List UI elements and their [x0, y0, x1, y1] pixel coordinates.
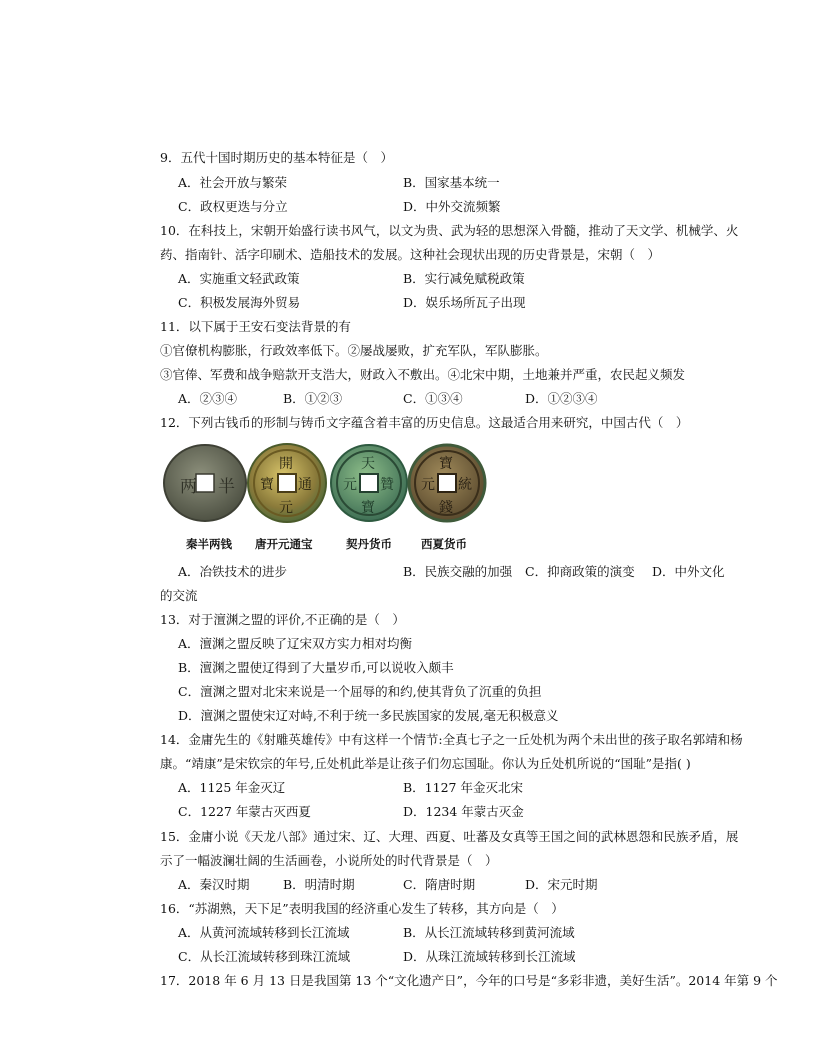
coin2-char-right: 通	[298, 477, 312, 493]
q9-option-c: C．政权更迭与分立	[178, 199, 288, 214]
coin-illustration	[160, 442, 490, 554]
q15-option-c: C．隋唐时期	[403, 877, 476, 892]
q16-option-c: C．从长江流域转移到珠江流域	[178, 949, 351, 964]
question-12-stem: 12．下列古钱币的形制与铸币文字蕴含着丰富的历史信息。这最适合用来研究，中国古代（ ）	[160, 415, 689, 430]
q12-option-d: D．中外文化	[652, 564, 725, 579]
q14-option-a: A．1125 年金灭辽	[178, 780, 286, 795]
q16-option-d: D．从珠江流域转移到长江流域	[403, 949, 576, 964]
coin3-char-right: 贊	[380, 477, 394, 493]
coin3-char-top: 天	[361, 456, 375, 472]
question-16-stem: 16．“苏湖熟，天下足”表明我国的经济重心发生了转移，其方向是（ ）	[160, 901, 564, 916]
coin2-char-top: 開	[279, 456, 293, 472]
q11-option-b: B．①②③	[283, 391, 343, 406]
q13-option-b: B．澶渊之盟使辽得到了大量岁币,可以说收入颇丰	[178, 660, 454, 675]
question-13-stem: 13．对于澶渊之盟的评价,不正确的是（ ）	[160, 612, 405, 627]
question-14-stem-line2: 康。“靖康”是宋钦宗的年号,丘处机此举是让孩子们勿忘国耻。你认为丘处机所说的“国耻”是指( )	[160, 756, 691, 771]
coin-caption-xixia: 西夏货币	[421, 537, 467, 551]
q11-option-c: C．①③④	[403, 391, 463, 406]
q12-option-c: C．抑商政策的演变	[525, 564, 635, 579]
question-15-stem-line1: 15．金庸小说《天龙八部》通过宋、辽、大理、西夏、吐蕃及女真等王国之间的武林恩怨和民族矛盾，展	[160, 829, 739, 844]
question-15-stem-line2: 示了一幅波澜壮阔的生活画卷，小说所处的时代背景是（ ）	[160, 853, 498, 868]
coin4-char-right: 統	[458, 477, 472, 493]
q10-option-a: A．实施重文轻武政策	[178, 271, 300, 286]
khitan-coin	[331, 445, 407, 521]
question-17-stem: 17．2018 年 6 月 13 日是我国第 13 个“文化遗产日”，今年的口号是“多彩非遗，美好生活”。2014 年第 9 个	[160, 973, 778, 988]
q14-option-b: B．1127 年金灭北宋	[403, 780, 523, 795]
q9-option-d: D．中外交流频繁	[403, 199, 501, 214]
q10-option-c: C．积极发展海外贸易	[178, 295, 301, 310]
q11-option-d: D．①②③④	[525, 391, 598, 406]
coin-caption-tang: 唐开元通宝	[255, 537, 313, 551]
q11-option-a: A．②③④	[178, 391, 238, 406]
question-11-stem: 11．以下属于王安石变法背景的有	[160, 319, 351, 334]
western-xia-coin	[409, 445, 485, 521]
q15-option-b: B．明清时期	[283, 877, 355, 892]
coin-caption-qin: 秦半两钱	[186, 537, 232, 551]
q13-option-a: A．澶渊之盟反映了辽宋双方实力相对均衡	[178, 636, 413, 651]
q12-option-a: A．冶铁技术的进步	[178, 564, 288, 579]
q9-option-a: A．社会开放与繁荣	[178, 175, 288, 190]
coin3-char-bottom: 寶	[361, 500, 375, 516]
q10-option-d: D．娱乐场所瓦子出现	[403, 295, 526, 310]
q12-option-b: B．民族交融的加强	[403, 564, 513, 579]
coin4-char-left: 元	[421, 477, 435, 493]
q9-option-b: B．国家基本统一	[403, 175, 500, 190]
q13-option-d: D．澶渊之盟使宋辽对峙,不利于统一多民族国家的发展,毫无积极意义	[178, 708, 559, 723]
q15-option-a: A．秦汉时期	[178, 877, 250, 892]
coin2-char-left: 寶	[260, 477, 274, 493]
q16-option-a: A．从黄河流域转移到长江流域	[178, 925, 350, 940]
question-11-item-line2: ③官俸、军费和战争赔款开支浩大，财政入不敷出。④北宋中期，土地兼并严重，农民起义频发	[160, 367, 686, 382]
question-10-stem-line2: 药、指南针、活字印刷术、造船技术的发展。这种社会现状出现的历史背景是，宋朝（ ）	[160, 247, 661, 262]
coin1-char-left: 两	[180, 477, 197, 497]
question-14-stem-line1: 14．金庸先生的《射雕英雄传》中有这样一个情节:全真七子之一丘处机为两个未出世的孩子取名郭靖和杨	[160, 732, 743, 747]
question-11-item-line1: ①官僚机构膨胀，行政效率低下。②屡战屡败，扩充军队，军队膨胀。	[160, 343, 548, 358]
coin4-char-top: 寶	[439, 456, 453, 472]
coin2-char-bottom: 元	[279, 500, 293, 516]
q13-option-c: C．澶渊之盟对北宋来说是一个屈辱的和约,使其背负了沉重的负担	[178, 684, 542, 699]
question-9-stem: 9．五代十国时期历史的基本特征是（ ）	[160, 150, 393, 165]
q10-option-b: B．实行减免赋税政策	[403, 271, 525, 286]
q14-option-c: C．1227 年蒙古灭西夏	[178, 804, 311, 819]
q14-option-d: D．1234 年蒙古灭金	[403, 804, 524, 819]
q12-option-d-continued: 的交流	[160, 588, 198, 603]
coin4-char-bottom: 錢	[439, 500, 453, 516]
qin-banliang-coin	[164, 445, 246, 521]
coin1-char-right: 半	[218, 477, 235, 497]
q15-option-d: D．宋元时期	[525, 877, 598, 892]
coin3-char-left: 元	[343, 477, 357, 493]
tang-kaiyuan-coin	[248, 444, 326, 522]
coin-caption-khitan: 契丹货币	[346, 537, 392, 551]
q16-option-b: B．从长江流域转移到黄河流域	[403, 925, 575, 940]
question-10-stem-line1: 10．在科技上，宋朝开始盛行读书风气，以文为贵、武为轻的思想深入骨髓，推动了天文学、机械学、火	[160, 223, 739, 238]
